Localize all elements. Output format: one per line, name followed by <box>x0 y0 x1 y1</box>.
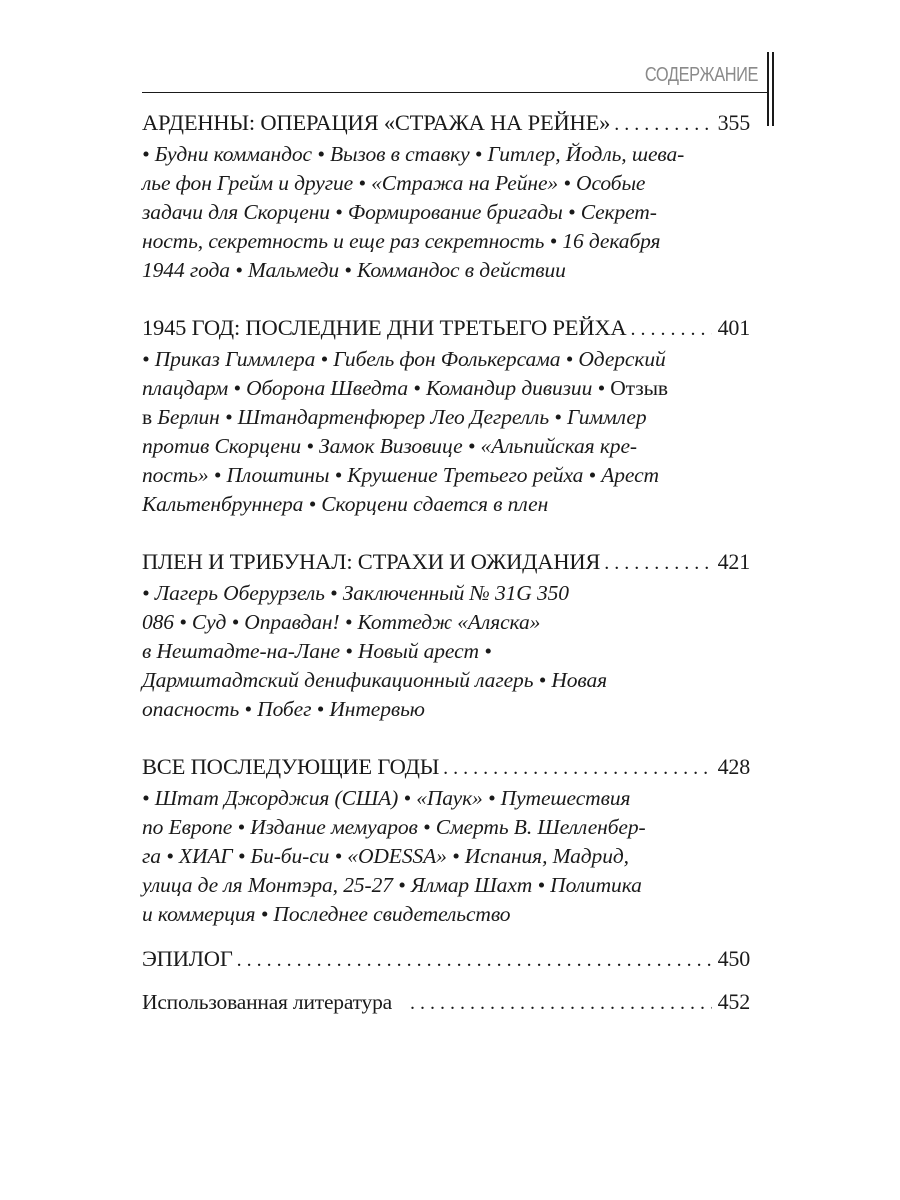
subtopic-line: против Скорцени • Замок Визовице • «Альпийская кре- <box>142 434 637 458</box>
toc-entry-title[interactable]: 1945 ГОД: ПОСЛЕДНИЕ ДНИ ТРЕТЬЕГО РЕЙХА <box>142 315 627 340</box>
dot-leader <box>237 944 712 976</box>
toc-page-number[interactable]: 452 <box>717 989 750 1014</box>
subtopic-line: Кальтенбруннера • Скорцени сдается в плен <box>142 492 549 516</box>
subtopic-line: Дармштадтский денификационный лагерь • Новая <box>142 668 608 692</box>
dot-leader <box>443 752 711 784</box>
toc-heading-row[interactable] <box>142 312 750 345</box>
subtopic-fragment: плацдарм • Оборона Шведта • Командир дивизии • <box>142 376 611 400</box>
toc-entry-ardennes[interactable] <box>142 107 750 285</box>
subtopic-line: • Штат Джорджия (США) • «Паук» • Путешествия <box>142 786 631 810</box>
subtopic-line: лье фон Грейм и другие • «Стража на Рейне» • Особые <box>142 171 646 195</box>
header-vertical-rule-right <box>772 52 774 126</box>
toc-page-number[interactable]: 450 <box>717 946 750 971</box>
toc-page-number[interactable]: 421 <box>717 549 750 574</box>
subtopic-line: 1944 года • Мальмеди • Коммандос в действии <box>142 258 566 282</box>
subtopic-line: • Лагерь Оберурзель • Заключенный № 31G 350 <box>142 581 569 605</box>
toc-entry-bibliography[interactable] <box>142 986 750 1019</box>
subtopic-line: 086 • Суд • Оправдан! • Коттедж «Аляска» <box>142 610 541 634</box>
subtopic-line: пость» • Плоштины • Крушение Третьего рейха • Арест <box>142 463 659 487</box>
dot-leader <box>604 547 711 579</box>
subtopic-line: • Приказ Гиммлера • Гибель фон Фолькерсама • Одерский <box>142 347 666 371</box>
toc-page-number[interactable]: 428 <box>717 754 750 779</box>
toc-heading-row[interactable] <box>142 986 750 1019</box>
subtopic-line <box>142 374 750 403</box>
toc-subtopics <box>142 579 750 724</box>
subtopic-line: • Будни коммандос • Вызов в ставку • Гитлер, Йодль, шева- <box>142 142 685 166</box>
toc-page-number[interactable]: 401 <box>717 315 750 340</box>
subtopic-fragment: Берлин • Штандартенфюрер Лео Дегрелль • Гиммлер <box>152 405 647 429</box>
subtopic-line: и коммерция • Последнее свидетельство <box>142 902 511 926</box>
toc-subtopics <box>142 140 750 285</box>
toc-entry-title[interactable]: ВСЕ ПОСЛЕДУЮЩИЕ ГОДЫ <box>142 754 440 779</box>
subtopic-line: в Нештадте-на-Лане • Новый арест • <box>142 639 492 663</box>
toc-entry-captivity[interactable] <box>142 546 750 724</box>
subtopic-line: опасность • Побег • Интервью <box>142 697 425 721</box>
subtopic-line: задачи для Скорцени • Формирование бригады • Секрет- <box>142 200 657 224</box>
toc-entry-1945[interactable] <box>142 312 750 519</box>
toc-page-number[interactable]: 355 <box>717 110 750 135</box>
toc-subtopics <box>142 784 750 929</box>
toc-subtopics <box>142 345 750 519</box>
subtopic-line <box>142 403 750 432</box>
dot-leader <box>410 987 712 1019</box>
subtopic-upright-fragment: в <box>142 405 153 429</box>
toc-entry-title[interactable]: Использованная литература <box>142 990 392 1014</box>
toc-heading-row[interactable] <box>142 943 750 976</box>
toc-heading-row[interactable] <box>142 546 750 579</box>
toc-entry-epilogue[interactable] <box>142 943 750 976</box>
dot-leader <box>630 313 711 345</box>
toc-heading-row[interactable] <box>142 107 750 140</box>
toc-entry-title[interactable]: ПЛЕН И ТРИБУНАЛ: СТРАХИ И ОЖИДАНИЯ <box>142 549 601 574</box>
subtopic-line: по Европе • Издание мемуаров • Смерть В. Шелленбер- <box>142 815 646 839</box>
running-header <box>142 58 768 93</box>
dot-leader <box>614 108 711 140</box>
subtopic-line: га • ХИАГ • Би-би-си • «ODESSA» • Испания, Мадрид, <box>142 844 629 868</box>
running-header-title: СОДЕРЖАНИЕ <box>644 64 758 86</box>
header-vertical-rule-left <box>767 52 769 126</box>
toc-entry-later-years[interactable] <box>142 751 750 929</box>
toc-entry-title[interactable]: АРДЕННЫ: ОПЕРАЦИЯ «СТРАЖА НА РЕЙНЕ» <box>142 110 611 135</box>
toc-entry-title[interactable]: ЭПИЛОГ <box>142 946 233 971</box>
toc-heading-row[interactable] <box>142 751 750 784</box>
subtopic-line: улица де ля Монтэра, 25-27 • Ялмар Шахт • Политика <box>142 873 642 897</box>
subtopic-upright-fragment: Отзыв <box>610 376 668 400</box>
table-of-contents <box>142 107 750 1019</box>
subtopic-line: ность, секретность и еще раз секретность • 16 декабря <box>142 229 661 253</box>
